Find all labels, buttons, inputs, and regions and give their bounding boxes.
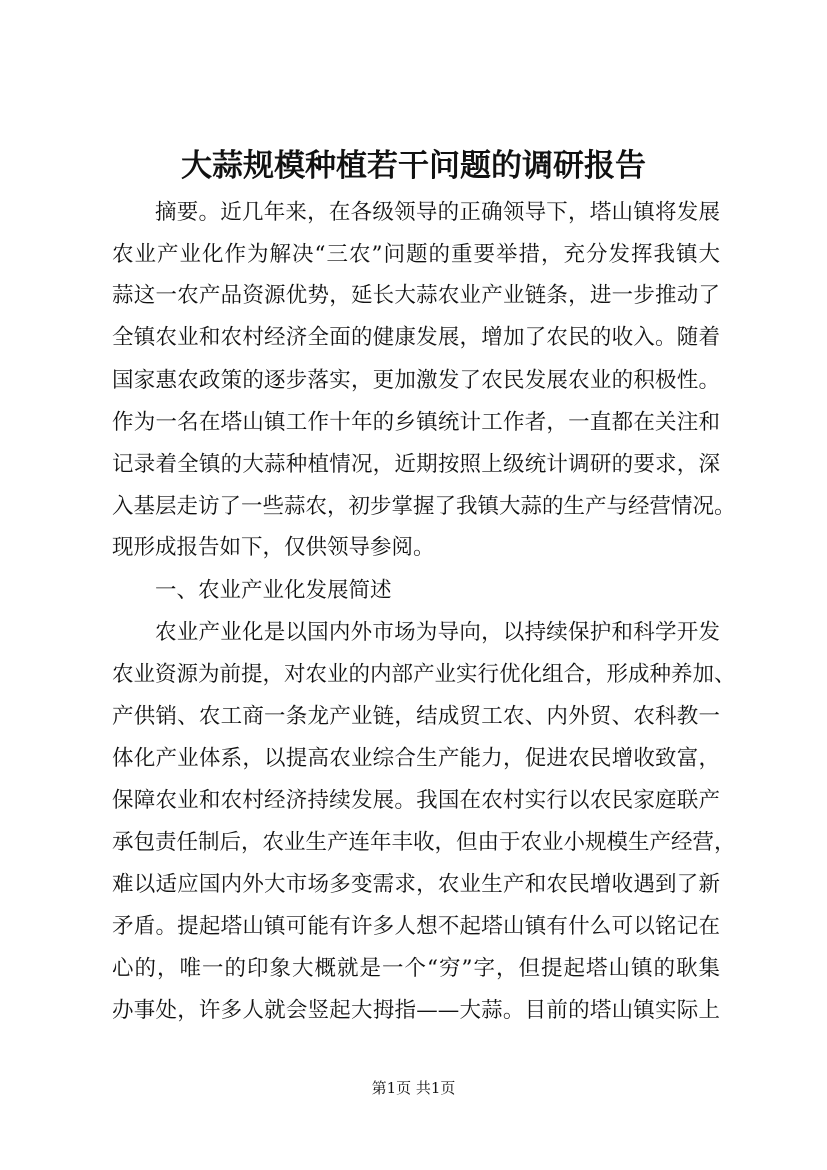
paragraph-line: 心的，唯一的印象大概就是一个“穷”字，但提起塔山镇的耿集 bbox=[112, 956, 720, 981]
document-title: 大蒜规模种植若干问题的调研报告 bbox=[181, 148, 646, 184]
paragraph-line: 承包责任制后，农业生产连年丰收，但由于农业小规模生产经营， bbox=[112, 830, 736, 855]
paragraph-line: 作为一名在塔山镇工作十年的乡镇统计工作者，一直都在关注和 bbox=[112, 410, 720, 435]
paragraph-line: 保障农业和农村经济持续发展。我国在农村实行以农民家庭联产 bbox=[112, 788, 720, 813]
paragraph-line: 农业资源为前提，对农业的内部产业实行优化组合，形成种养加、 bbox=[112, 662, 736, 687]
paragraph-line: 入基层走访了一些蒜农，初步掌握了我镇大蒜的生产与经营情况。 bbox=[112, 494, 736, 519]
paragraph-line: 体化产业体系，以提高农业综合生产能力，促进农民增收致富， bbox=[112, 746, 720, 771]
paragraph-line: 现形成报告如下，仅供领导参阅。 bbox=[112, 535, 435, 560]
paragraph-line: 产供销、农工商一条龙产业链，结成贸工农、内外贸、农科教一 bbox=[112, 704, 720, 729]
paragraph-line: 办事处，许多人就会竖起大拇指——大蒜。目前的塔山镇实际上 bbox=[112, 998, 720, 1023]
paragraph-line: 国家惠农政策的逐步落实，更加激发了农民发展农业的积极性。 bbox=[112, 368, 720, 393]
paragraph-line: 农业产业化作为解决“三农”问题的重要举措，充分发挥我镇大 bbox=[112, 242, 720, 267]
paragraph-line: 矛盾。提起塔山镇可能有许多人想不起塔山镇有什么可以铭记在 bbox=[112, 914, 720, 939]
paragraph-line: 记录着全镇的大蒜种植情况，近期按照上级统计调研的要求，深 bbox=[112, 452, 720, 477]
paragraph-line: 难以适应国内外大市场多变需求，农业生产和农民增收遇到了新 bbox=[112, 872, 720, 897]
paragraph-line: 蒜这一农产品资源优势，延长大蒜农业产业链条，进一步推动了 bbox=[112, 283, 720, 308]
paragraph-line: 摘要。近几年来，在各级领导的正确领导下，塔山镇将发展 bbox=[155, 200, 720, 225]
page-footer: 第1页 共1页 bbox=[371, 1079, 456, 1097]
paragraph-line: 全镇农业和农村经济全面的健康发展，增加了农民的收入。随着 bbox=[112, 325, 720, 350]
paragraph-line: 农业产业化是以国内外市场为导向，以持续保护和科学开发 bbox=[155, 620, 720, 645]
section-heading: 一、农业产业化发展简述 bbox=[155, 578, 392, 603]
